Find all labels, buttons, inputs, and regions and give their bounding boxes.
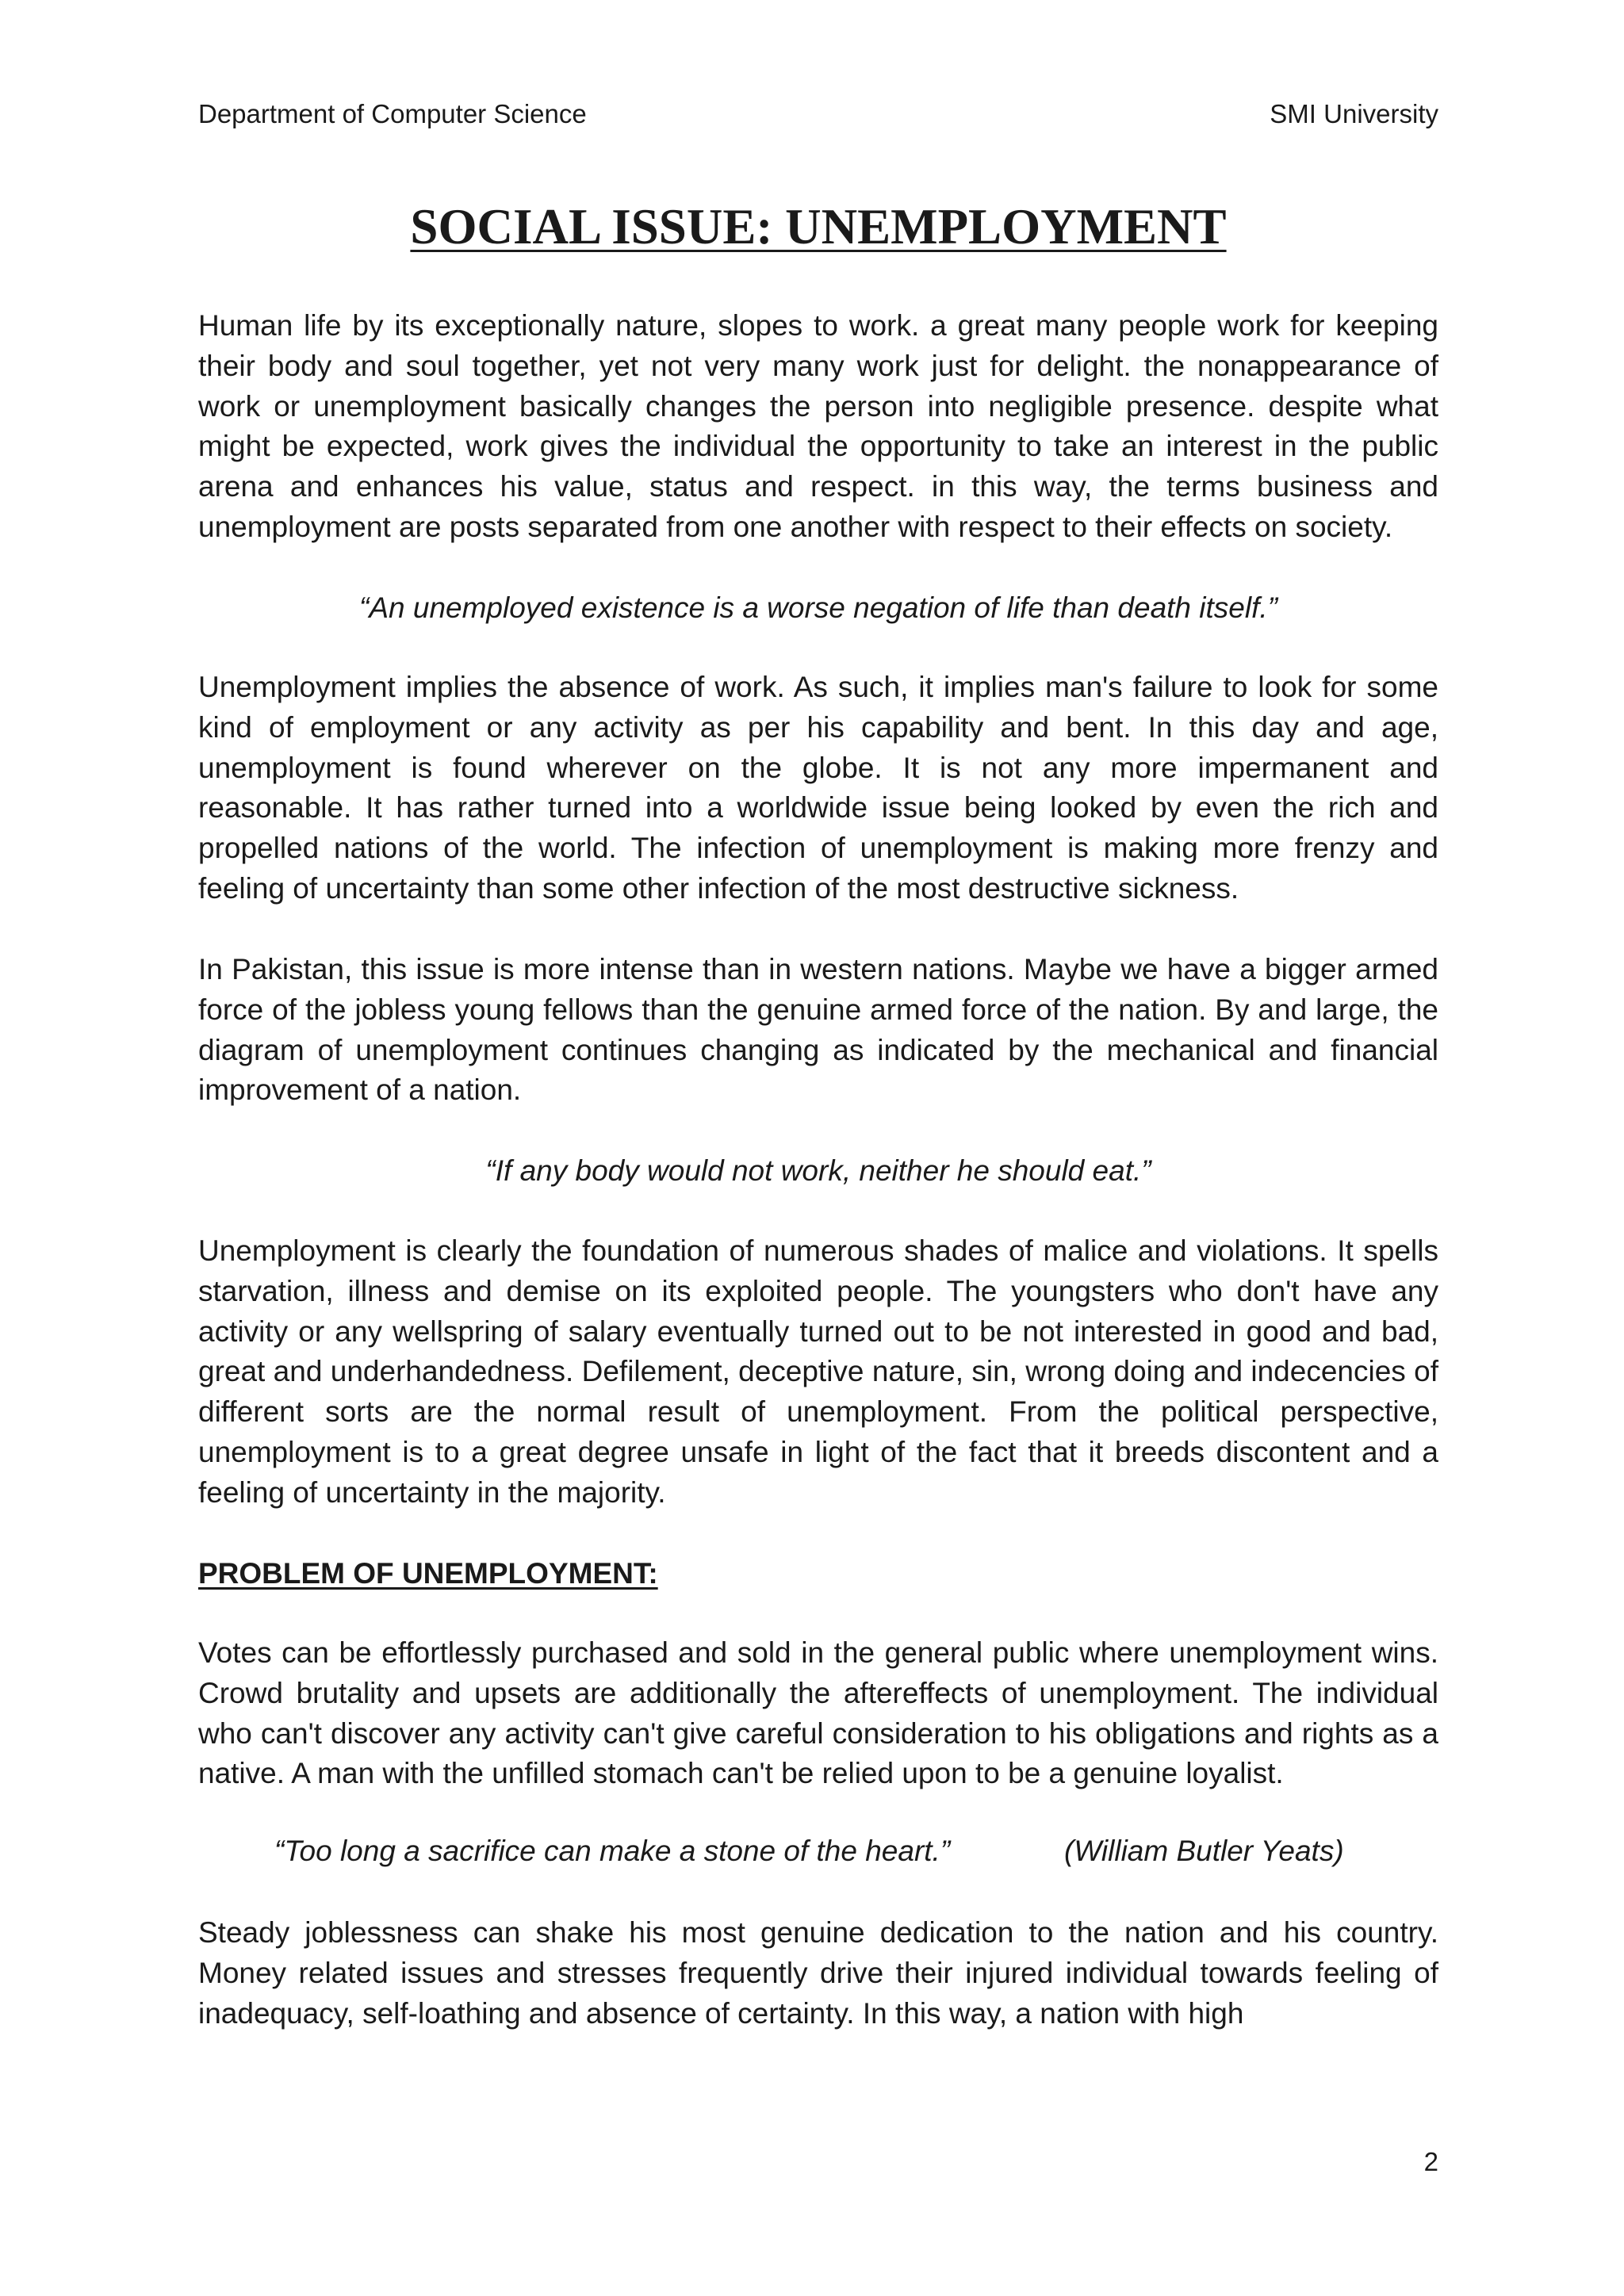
section-heading-problem: PROBLEM OF UNEMPLOYMENT: (198, 1557, 658, 1590)
paragraph-votes: Votes can be effortlessly purchased and sold in the general public where unemployment wins. Crowd brutality and upsets are additionally the aftereffects of unemployment. The individual who can't discover any activity can't give careful consideration to his obligations and rights as a native. A man with the unfilled stomach can't be relied upon to be a genuine loyalist. (198, 1636, 1438, 1790)
paragraph-consequences: Unemployment is clearly the foundation of numerous shades of malice and violations. It spells starvation, illness and demise on its exploited people. The youngsters who don't have any activity or any wellspring of salary eventually turned out to be not interested in good and bad, great and underhandedness. Defilement, deceptive nature, sin, wrong doing and indecencies of different sorts are the normal result of unemployment. From the political perspective, unemployment is to a great degree unsafe in light of the fact that it breeds discontent and a feeling of uncertainty in the majority. (198, 1234, 1438, 1509)
page-number: 2 (1423, 2147, 1438, 2176)
paragraph-definition: Unemployment implies the absence of work. As such, it implies man's failure to look for some kind of employment or any activity as per his capability and bent. In this day and age, unemployment is found wherever on the globe. It is not any more impermanent and reasonable. It has rather turned into a worldwide issue being looked by even the rich and propelled nations of the world. The infection of unemployment is making more frenzy and feeling of uncertainty than some other infection of the most destructive sickness. (198, 671, 1438, 905)
paragraph-pakistan: In Pakistan, this issue is more intense than in western nations. Maybe we have a bigger armed force of the jobless young fellows than the genuine armed force of the nation. By and large, the diagram of unemployment continues changing as indicated by the mechanical and financial improvement of a nation. (198, 953, 1438, 1107)
header-university: SMI University (1270, 99, 1438, 128)
quote-work-eat: “If any body would not work, neither he should eat.” (485, 1154, 1151, 1187)
paragraph-joblessness: Steady joblessness can shake his most genuine dedication to the nation and his country. Money related issues and stresses frequently drive their injured individual towards feeling of inadequacy, self-loathing and absence of certainty. In this way, a nation with high (198, 1916, 1438, 2030)
header-department: Department of Computer Science (198, 99, 587, 128)
page-title: SOCIAL ISSUE: UNEMPLOYMENT (410, 199, 1227, 254)
quote-sacrifice: “Too long a sacrifice can make a stone of the heart.” (274, 1835, 951, 1867)
quote-attribution: (William Butler Yeats) (1064, 1835, 1344, 1867)
quote-unemployed-existence: “An unemployed existence is a worse negation of life than death itself.” (359, 591, 1277, 624)
paragraph-intro: Human life by its exceptionally nature, slopes to work. a great many people work for keeping their body and soul together, yet not very many work just for delight. the nonappearance of work or unemployment basically changes the person into negligible presence. despite what might be expected, work gives the individual the opportunity to take an interest in the public arena and enhances his value, status and respect. in this way, the terms business and unemployment are posts separated from one another with respect to their effects on society. (198, 309, 1438, 543)
